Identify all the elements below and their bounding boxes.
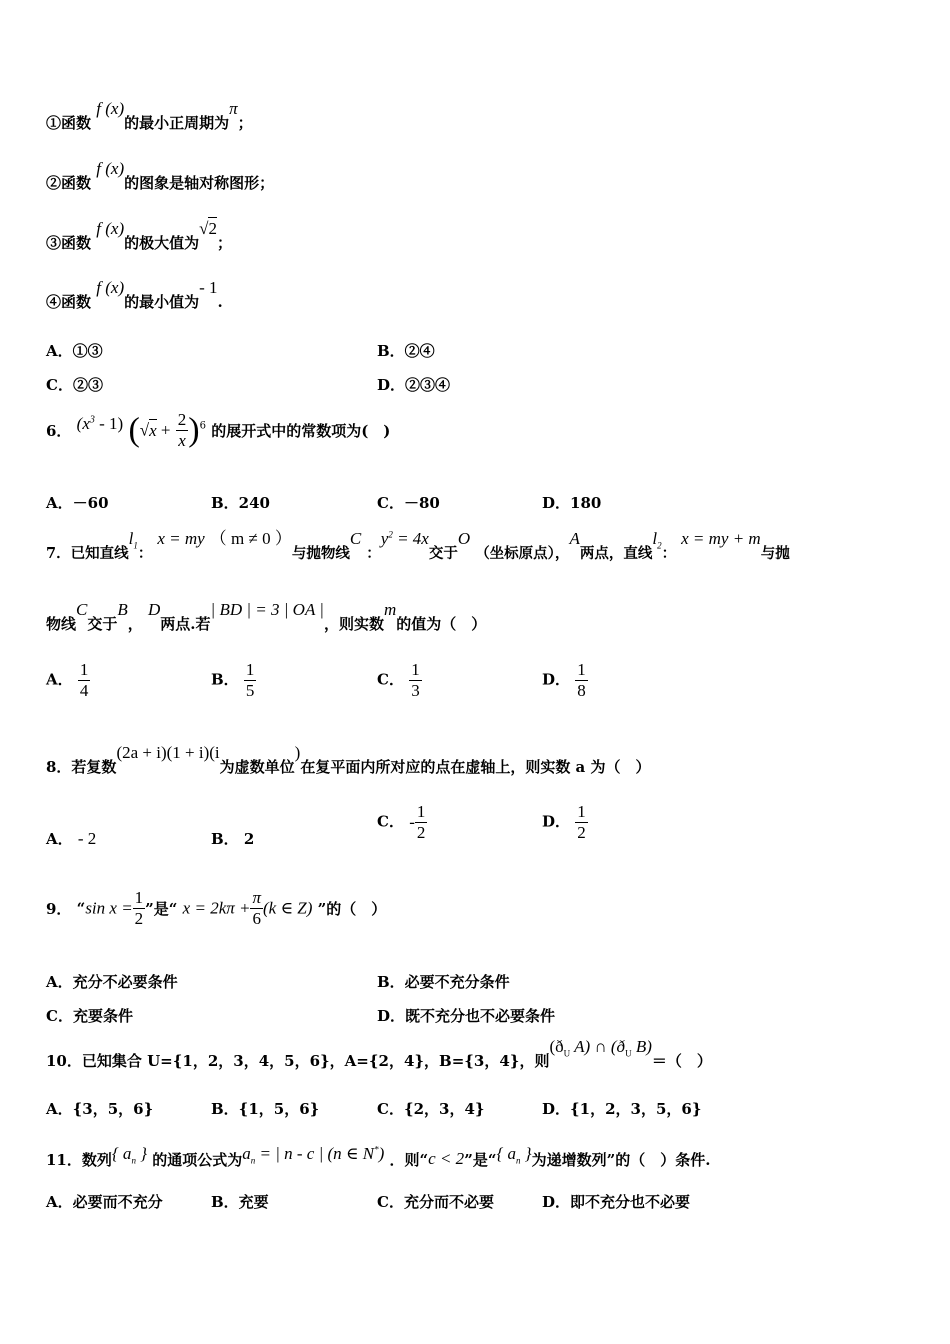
q9-option-a[interactable]: A．充分不必要条件 [46, 973, 178, 991]
proposition-3: ③函数 f (x)的极大值为√2； [46, 219, 232, 252]
q10-option-b[interactable]: B．{1，5，6} [211, 1100, 320, 1118]
q11-stem: 11．数列{ $a_n$ } 的通项公式为$a_n$ = | n - c | (n ∈ N*) ．则“c < 2”是“{ $a_n$ }为递增数列”的（ ）条件. [46, 1144, 711, 1169]
proposition-2: ②函数 f (x)的图象是轴对称图形； [46, 159, 275, 192]
q11-option-c[interactable]: C．充分而不必要 [377, 1193, 494, 1211]
q10-stem: 10．已知集合 U={1，2，3，4，5，6}，A={2，4}，B={3，4}，则($ð_U$ A) ∩ ($ð_U$ B)＝（ ） [46, 1037, 712, 1070]
q7-option-d[interactable]: D． $\frac{1}{8}$ [542, 660, 586, 700]
q11-option-a[interactable]: A．必要而不充分 [46, 1193, 163, 1211]
q8-stem: 8．若复数(2a + i)(1 + i)(i为虚数单位)在复平面内所对应的点在虚轴上，则实数 a 为（ ） [46, 743, 651, 776]
q6-option-d[interactable]: D．180 [542, 494, 602, 512]
q8-option-a[interactable]: A． - 2 [46, 829, 97, 848]
q7-stem-line1: 7．已知直线$l_1$： x = my （ m ≠ 0 ）与抛物线C ：$y^2 = 4x$交于O （坐标原点），A两点，直线$l_2$： x = my + m与抛 [46, 529, 790, 562]
q5-option-b[interactable]: B．②④ [377, 342, 435, 360]
q9-option-c[interactable]: C．充要条件 [46, 1007, 133, 1025]
q6-stem: 6． $(x^3 - 1) (√x$ + $\frac{2}{x}$ )$^6$ 的展开式中的常数项为( ) [46, 410, 391, 450]
q8-option-d[interactable]: D． $\frac{1}{2}$ [542, 802, 586, 842]
proposition-1: ①函数 f (x)的最小正周期为π； [46, 99, 253, 132]
q8-option-b[interactable]: B． 2 [211, 830, 255, 848]
q9-option-b[interactable]: B．必要不充分条件 [377, 973, 510, 991]
q10-option-d[interactable]: D．{1，2，3，5，6} [542, 1100, 702, 1118]
q6-option-c[interactable]: C．－80 [377, 494, 440, 512]
q10-option-c[interactable]: C．{2，3，4} [377, 1100, 485, 1118]
q5-option-c[interactable]: C．②③ [46, 376, 103, 394]
q11-option-d[interactable]: D．即不充分也不必要 [542, 1193, 691, 1211]
q10-option-a[interactable]: A．{3，5，6} [46, 1100, 154, 1118]
q9-option-d[interactable]: D．既不充分也不必要条件 [377, 1007, 556, 1025]
q6-option-b[interactable]: B．240 [211, 494, 270, 512]
q8-option-c[interactable]: C． - $\frac{1}{2}$ [377, 802, 426, 842]
q11-option-b[interactable]: B．充要 [211, 1193, 269, 1211]
q5-option-d[interactable]: D．②③④ [377, 376, 451, 394]
q7-option-a[interactable]: A． $\frac{1}{4}$ [46, 660, 89, 700]
proposition-4: ④函数 f (x)的最小值为- 1. [46, 278, 223, 311]
q7-option-c[interactable]: C． $\frac{1}{3}$ [377, 660, 420, 700]
q5-option-a[interactable]: A．①③ [46, 342, 103, 360]
q6-option-a[interactable]: A．－60 [46, 494, 109, 512]
q9-stem: 9． “sin x = $\frac{1}{2}$ ”是“ x = 2kπ + $\frac{\pi}{6}$ (k ∈ Z) ”的（ ） [46, 888, 387, 928]
q7-stem-line2: 物线C交于B， D两点.若| BD | = 3 | OA |，则实数m的值为（ ） [46, 600, 487, 633]
q7-option-b[interactable]: B． $\frac{1}{5}$ [211, 660, 255, 700]
